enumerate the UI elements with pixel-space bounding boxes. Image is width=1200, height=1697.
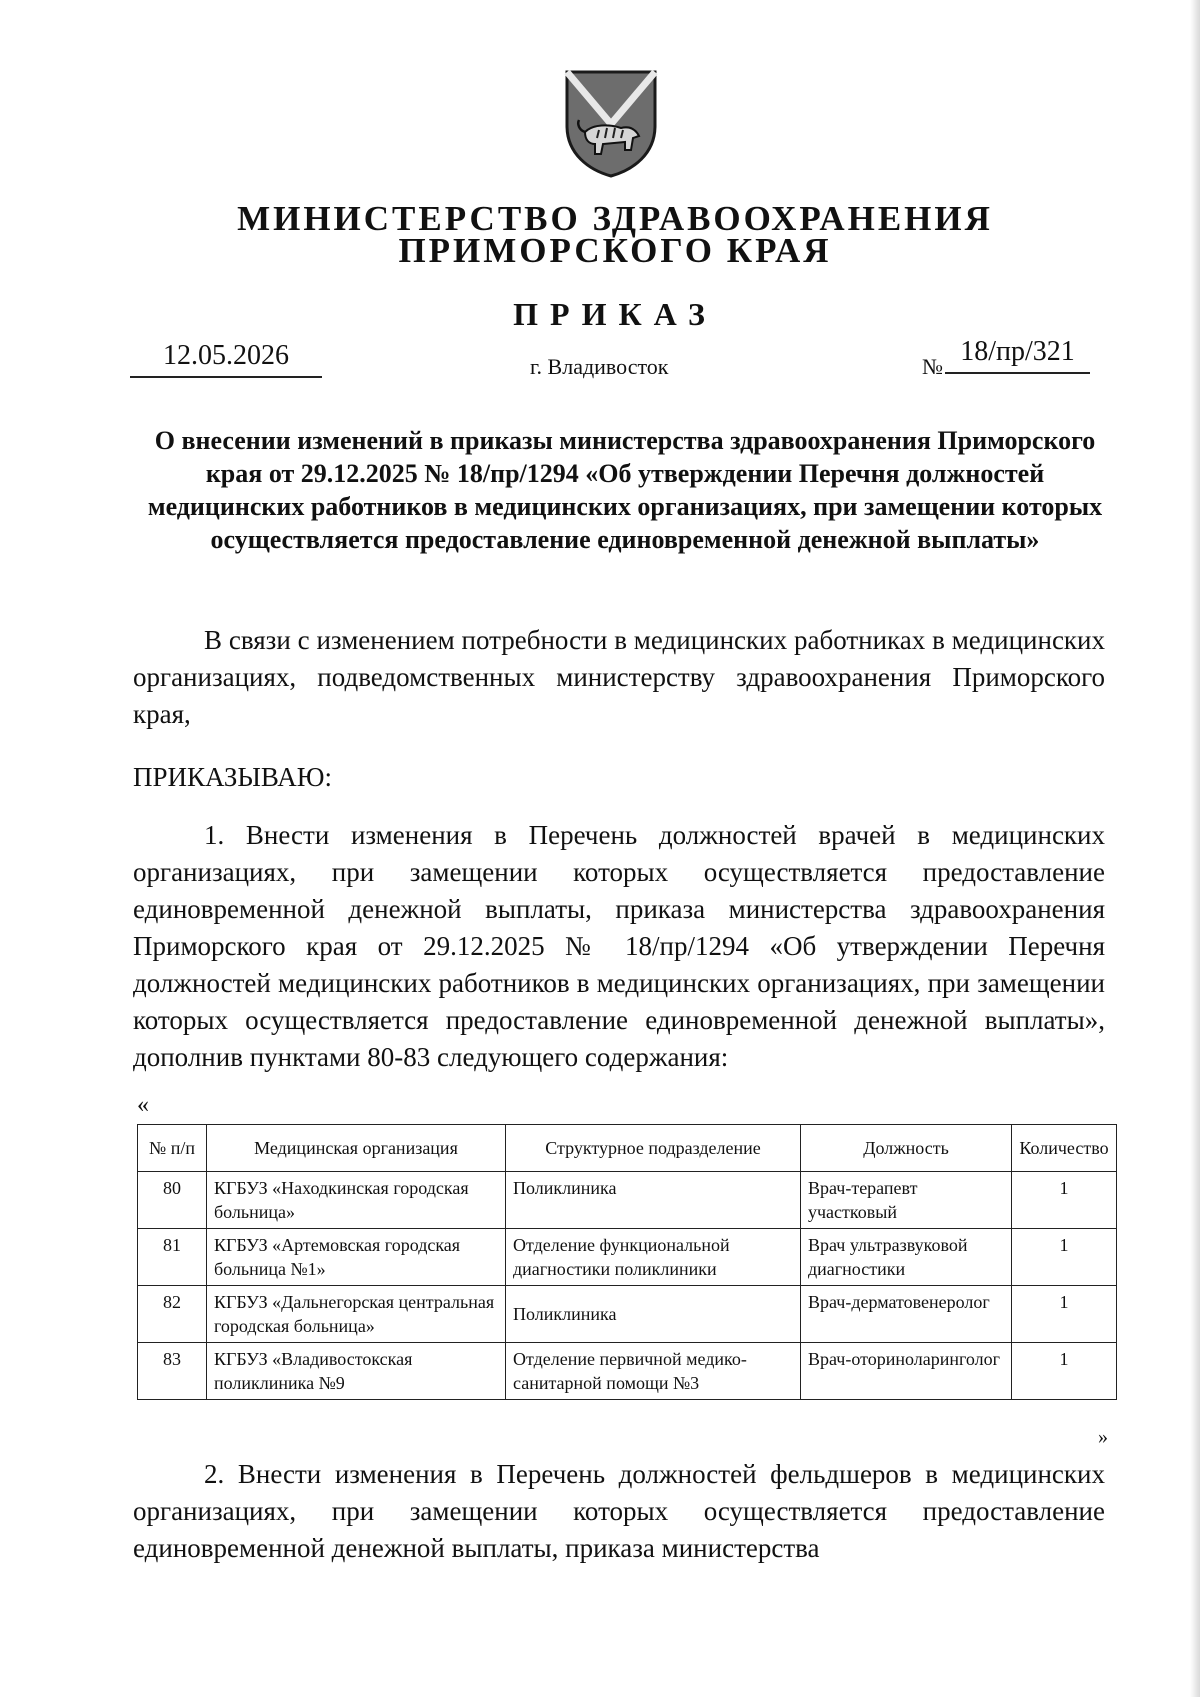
order-number: 18/пр/321 bbox=[945, 336, 1090, 374]
header-organization: Медицинская организация bbox=[207, 1125, 506, 1172]
table-row bbox=[138, 1172, 1117, 1229]
row-quantity: 1 bbox=[1012, 1343, 1117, 1400]
row-quantity: 1 bbox=[1012, 1172, 1117, 1229]
item-1-paragraph: 1. Внести изменения в Перечень должностей врачей в медицинских организациях, при замещении которых осуществляется предоставление единовременной денежной выплаты, приказа министерства здравоохранения Приморского края от 29.12.2025 № 18/пр/1294 «Об утверждении Перечня должностей медицинских работников в медицинских организациях, при замещении которых осуществляется предоставление единовременной денежной выплаты», дополнив пунктами 80-83 следующего содержания: bbox=[133, 820, 1105, 1072]
order-word: ПРИКАЗЫВАЮ: bbox=[133, 762, 332, 792]
item-2-paragraph: 2. Внести изменения в Перечень должностей фельдшеров в медицинских организациях, при замещении которых осуществляется предоставление единовременной денежной выплаты, приказа министерства bbox=[133, 1459, 1105, 1563]
ministry-name bbox=[0, 199, 1200, 270]
row-position: Врач-дерматовенеролог bbox=[801, 1286, 1012, 1343]
row-number: 83 bbox=[138, 1343, 207, 1400]
order-number-label: № bbox=[922, 354, 943, 379]
order-date: 12.05.2026 bbox=[130, 340, 322, 378]
order-subject: О внесении изменений в приказы министерства здравоохранения Приморского края от 29.12.2025 № 18/пр/1294 «Об утверждении Перечня должностей медицинских работников в медицинских организациях, при замещении которых осуществляется предоставление единовременной денежной выплаты» bbox=[147, 426, 1103, 554]
row-department: Отделение первичной медико-санитарной помощи №3 bbox=[506, 1343, 801, 1400]
row-organization: КГБУЗ «Находкинская городская больница» bbox=[207, 1172, 506, 1229]
ministry-line-1: МИНИСТЕРСТВО ЗДРАВООХРАНЕНИЯ bbox=[237, 199, 993, 238]
document-type: ПРИКАЗ bbox=[513, 296, 717, 332]
row-quantity: 1 bbox=[1012, 1229, 1117, 1286]
row-position: Врач-терапевт участковый bbox=[801, 1172, 1012, 1229]
row-number: 80 bbox=[138, 1172, 207, 1229]
row-organization: КГБУЗ «Артемовская городская больница №1» bbox=[207, 1229, 506, 1286]
coat-of-arms-icon bbox=[563, 66, 659, 178]
row-quantity: 1 bbox=[1012, 1286, 1117, 1343]
amendment-table bbox=[137, 1124, 1117, 1400]
table-row bbox=[138, 1343, 1117, 1400]
table-row bbox=[138, 1286, 1117, 1343]
row-organization: КГБУЗ «Дальнегорская центральная городская больница» bbox=[207, 1286, 506, 1343]
row-number: 82 bbox=[138, 1286, 207, 1343]
quote-close: » bbox=[1098, 1426, 1108, 1448]
ministry-line-2: ПРИМОРСКОГО КРАЯ bbox=[398, 231, 832, 270]
header-quantity: Количество bbox=[1012, 1125, 1117, 1172]
row-number: 81 bbox=[138, 1229, 207, 1286]
row-position: Врач ультразвуковой диагностики bbox=[801, 1229, 1012, 1286]
row-department: Поликлиника bbox=[506, 1286, 801, 1343]
header-position: Должность bbox=[801, 1125, 1012, 1172]
preamble-paragraph: В связи с изменением потребности в медицинских работниках в медицинских организациях, подведомственных министерству здравоохранения Приморского края, bbox=[133, 625, 1105, 729]
header-number: № п/п bbox=[138, 1125, 207, 1172]
header-department: Структурное подразделение bbox=[506, 1125, 801, 1172]
row-department: Поликлиника bbox=[506, 1172, 801, 1229]
row-department: Отделение функциональной диагностики поликлиники bbox=[506, 1229, 801, 1286]
row-position: Врач-оториноларинголог bbox=[801, 1343, 1012, 1400]
row-organization: КГБУЗ «Владивостокская поликлиника №9 bbox=[207, 1343, 506, 1400]
table-header-row bbox=[138, 1125, 1117, 1172]
quote-open: « bbox=[137, 1092, 149, 1118]
table-row bbox=[138, 1229, 1117, 1286]
order-city: г. Владивосток bbox=[530, 354, 669, 379]
